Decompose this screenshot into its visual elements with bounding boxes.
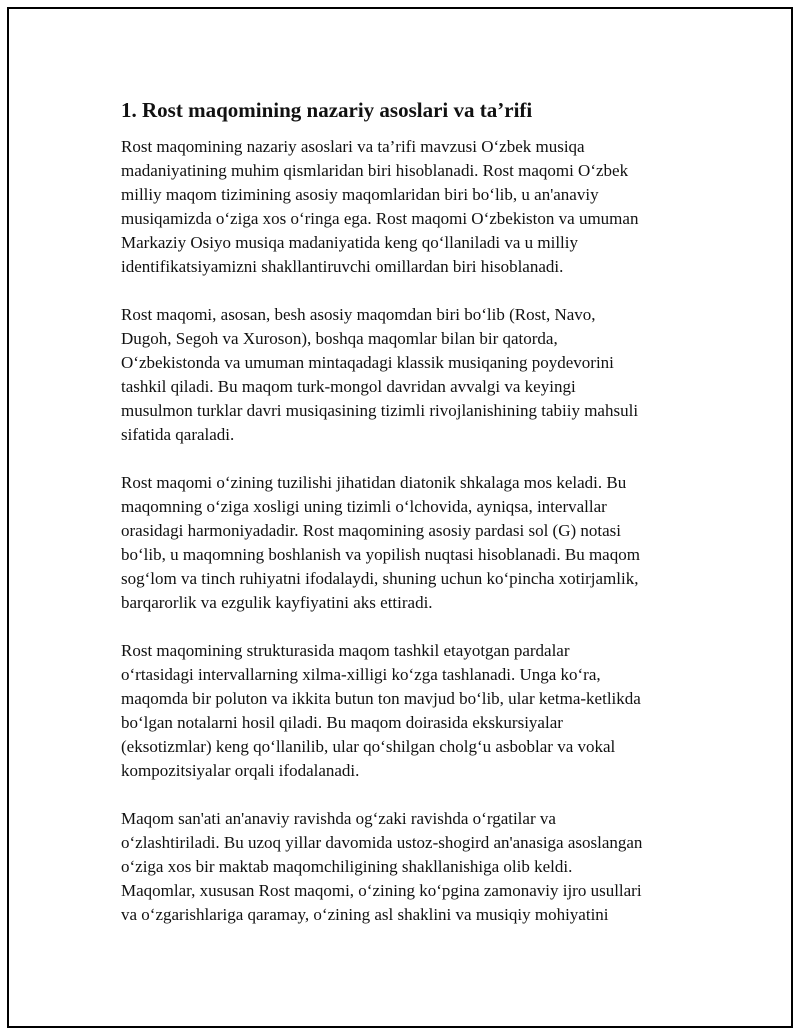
text-line: musiqamizda o‘ziga xos o‘ringa ega. Rost maqomi O‘zbekiston va umuman (121, 209, 639, 228)
paragraph-4 (121, 639, 701, 783)
document-content (121, 95, 701, 951)
text-line: bo‘lib, u maqomning boshlanish va yopilish nuqtasi hisoblanadi. Bu maqom (121, 545, 640, 564)
text-line: Markaziy Osiyo musiqa madaniyatida keng qo‘llaniladi va u milliy (121, 233, 579, 252)
text-line: kompozitsiyalar orqali ifodalanadi. (121, 761, 360, 780)
text-line: O‘zbekistonda va umuman mintaqadagi klassik musiqaning poydevorini (121, 353, 614, 372)
text-line: musulmon turklar davri musiqasining tizimli rivojlanishining tabiiy mahsuli (121, 401, 639, 420)
text-line: tashkil qiladi. Bu maqom turk-mongol davridan avvalgi va keyingi (121, 377, 576, 396)
text-line: Dugoh, Segoh va Xuroson), boshqa maqomlar bilan bir qatorda, (121, 329, 558, 348)
paragraph-5 (121, 807, 701, 927)
text-line: (eksotizmlar) keng qo‘llanilib, ular qo‘shilgan cholg‘u asboblar va vokal (121, 737, 616, 756)
text-line: Rost maqomining strukturasida maqom tashkil etayotgan pardalar (121, 641, 570, 660)
text-line: Maqomlar, xususan Rost maqomi, o‘zining ko‘pgina zamonaviy ijro usullari (121, 881, 642, 900)
text-line: barqarorlik va ezgulik kayfiyatini aks ettiradi. (121, 593, 433, 612)
paragraph-2 (121, 303, 701, 447)
text-line: Rost maqomi o‘zining tuzilishi jihatidan diatonik shkalaga mos keladi. Bu (121, 473, 627, 492)
text-line: Rost maqomi, asosan, besh asosiy maqomdan biri bo‘lib (Rost, Navo, (121, 305, 596, 324)
text-line: bo‘lgan notalarni hosil qiladi. Bu maqom doirasida ekskursiyalar (121, 713, 563, 732)
paragraph-3 (121, 471, 701, 615)
section-heading: 1. Rost maqomining nazariy asoslari va ta’rifi (121, 98, 533, 122)
text-line: maqomda bir poluton va ikkita butun ton mavjud bo‘lib, ular ketma-ketlikda (121, 689, 641, 708)
text-line: va o‘zgarishlariga qaramay, o‘zining asl shaklini va musiqiy mohiyatini (121, 905, 609, 924)
page-frame (7, 7, 793, 1028)
paragraph-1 (121, 135, 701, 279)
text-line: sifatida qaraladi. (121, 425, 235, 444)
text-line: Rost maqomining nazariy asoslari va ta’rifi mavzusi O‘zbek musiqa (121, 137, 585, 156)
text-line: sog‘lom va tinch ruhiyatni ifodalaydi, shuning uchun ko‘pincha xotirjamlik, (121, 569, 639, 588)
text-line: maqomning o‘ziga xosligi uning tizimli o‘lchovida, ayniqsa, intervallar (121, 497, 607, 516)
text-line: Maqom san'ati an'anaviy ravishda og‘zaki ravishda o‘rgatilar va (121, 809, 556, 828)
text-line: o‘ziga xos bir maktab maqomchiligining shakllanishiga olib keldi. (121, 857, 573, 876)
text-line: identifikatsiyamizni shakllantiruvchi omillardan biri hisoblanadi. (121, 257, 564, 276)
text-line: milliy maqom tizimining asosiy maqomlaridan biri bo‘lib, u an'anaviy (121, 185, 599, 204)
text-line: madaniyatining muhim qismlaridan biri hisoblanadi. Rost maqomi O‘zbek (121, 161, 629, 180)
text-line: o‘zlashtiriladi. Bu uzoq yillar davomida ustoz-shogird an'anasiga asoslangan (121, 833, 643, 852)
text-line: orasidagi harmoniyadadir. Rost maqomining asosiy pardasi sol (G) notasi (121, 521, 622, 540)
text-line: o‘rtasidagi intervallarning xilma-xilligi ko‘zga tashlanadi. Unga ko‘ra, (121, 665, 601, 684)
